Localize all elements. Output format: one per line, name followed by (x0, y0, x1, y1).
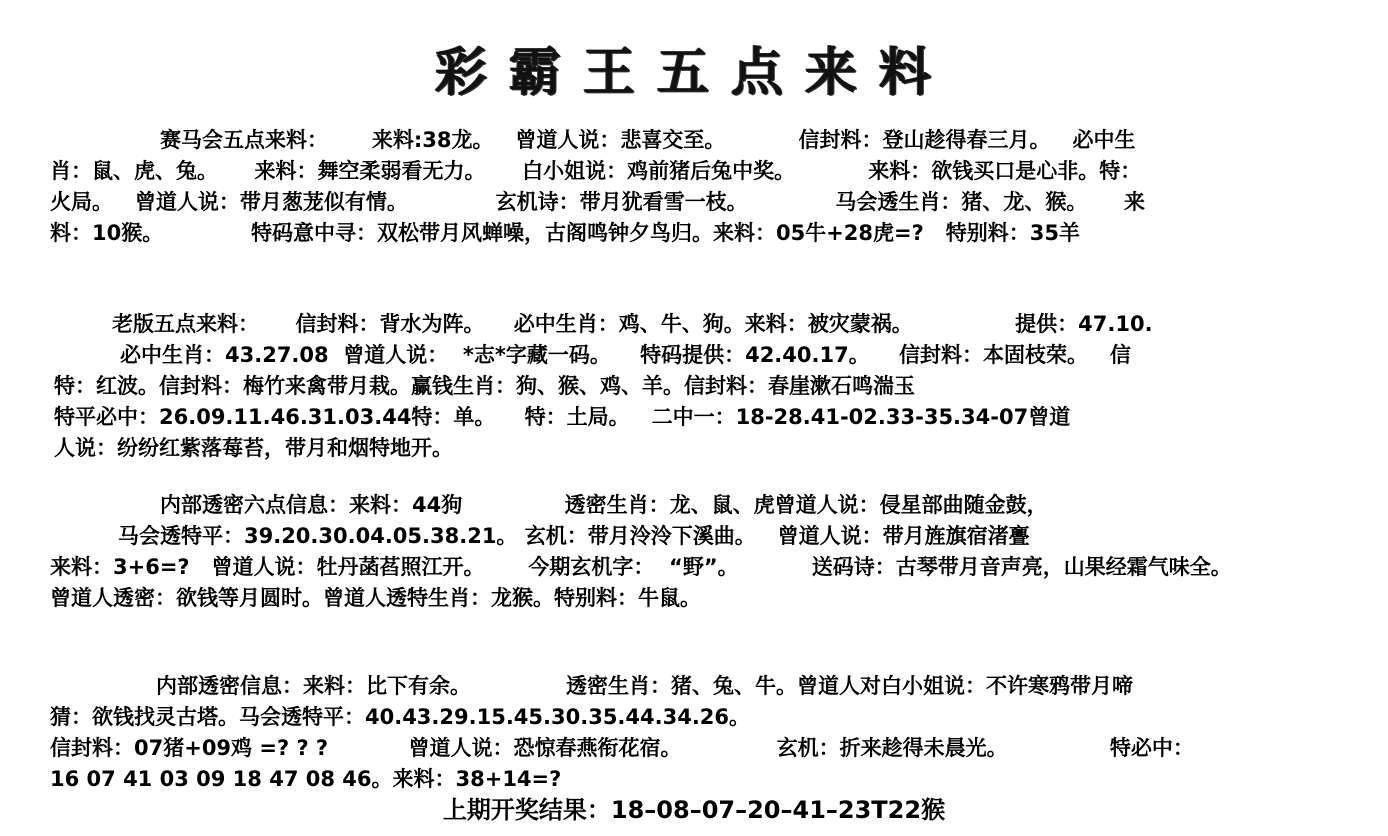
text-line: 信封料：07猪+09鸡 =? ? ? 曾道人说：恐惊春燕衔花宿。 玄机：折来趁得未晨光。 特必中： (50, 736, 1194, 760)
text-line: 特平必中：26.09.11.46.31.03.44特：单。 特：土局。 二中一：18-28.41-02.33-35.34-07曾道 (54, 405, 1071, 429)
text-line: 人说：纷纷红紫落莓苔，带月和烟特地开。 (54, 436, 453, 460)
text-line: 赛马会五点来料： 来料:38龙。 曾道人说：悲喜交至。 信封料：登山趁得春三月。 必中生 (160, 128, 1136, 152)
text-line: 来料：3+6=? 曾道人说：牡丹菡萏照江开。 今期玄机字： “野”。 送码诗：古琴带月音声亮，山果经霜气味全。 (50, 555, 1232, 579)
text-line: 火局。 曾道人说：带月葱茏似有情。 玄机诗：带月犹看雪一枝。 马会透生肖：猪、龙、猴。 来 (50, 190, 1145, 214)
text-line: 老版五点来料： 信封料：背水为阵。 必中生肖：鸡、牛、狗。来料：被灾蒙祸。 提供：47.10. (112, 312, 1153, 336)
text-line: 料：10猴。 特码意中寻：双松带月风蝉噪，古阁鸣钟夕鸟归。来料：05牛+28虎=? 特别料：35羊 (50, 221, 1080, 245)
text-line: 16 07 41 03 09 18 47 08 46。来料：38+14=? (50, 767, 562, 791)
last-draw-result: 上期开奖结果：18–08–07–20–41–23T22猴 (442, 796, 946, 824)
text-line: 马会透特平：39.20.30.04.05.38.21。 玄机：带月泠泠下溪曲。 曾道人说：带月旌旗宿渚亹 (118, 524, 1030, 548)
page-title: 彩霸王五点来料 (434, 42, 953, 103)
text-line: 必中生肖：43.27.08 曾道人说： *志*字藏一码。 特码提供：42.40.17。 信封料：本固枝荣。 信 (120, 343, 1131, 367)
text-line: 内部透密信息：来料：比下有余。 透密生肖：猪、兔、牛。曾道人对白小姐说：不许寒鸦带月啼 (156, 674, 1134, 698)
text-line: 猜：欲钱找灵古塔。马会透特平：40.43.29.15.45.30.35.44.34.26。 (50, 705, 751, 729)
text-line: 曾道人透密：欲钱等月圆时。曾道人透特生肖：龙猴。特别料：牛鼠。 (50, 586, 701, 610)
text-line: 肖：鼠、虎、兔。 来料：舞空柔弱看无力。 白小姐说：鸡前猪后兔中奖。 来料：欲钱买口是心非。特： (50, 159, 1142, 183)
text-line: 特：红波。信封料：梅竹来禽带月栽。赢钱生肖：狗、猴、鸡、羊。信封料：春崖漱石鸣湍玉 (54, 374, 915, 398)
text-line: 内部透密六点信息：来料：44狗 透密生肖：龙、鼠、虎曾道人说：侵星部曲随金鼓， (160, 493, 1048, 517)
